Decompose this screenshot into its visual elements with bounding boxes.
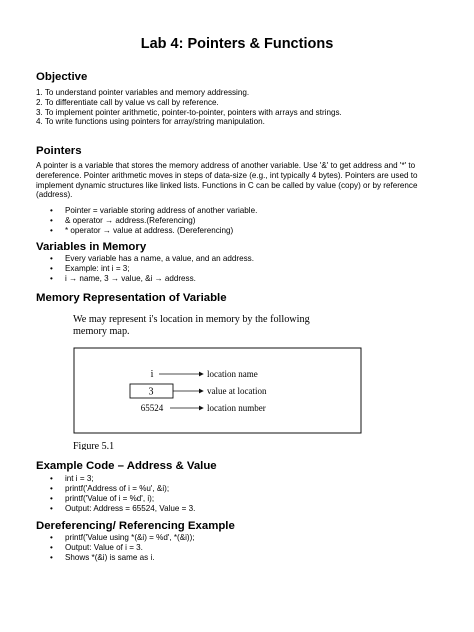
example-bullet-list: [50, 474, 195, 514]
list-item: • Shows *(&i) is same as i.: [50, 553, 195, 563]
figure-caption: Figure 5.1: [73, 441, 115, 450]
list-item: • & operator → address.(Referencing): [50, 216, 257, 226]
location-number-label: location number: [207, 403, 266, 413]
objective-item: 2. To differentiate call by value vs call by reference.: [36, 98, 219, 107]
variables-bullet-list: [50, 254, 254, 284]
deref-heading: Dereferencing/ Referencing Example: [36, 520, 235, 532]
list-item: • printf('Value using *(&i) = %d', *(&i));: [50, 533, 195, 543]
objective-item: 3. To implement pointer arithmetic, pointer-to-pointer, pointers with arrays and strings.: [36, 108, 342, 117]
variable-value: 3: [148, 386, 154, 398]
list-item: • Output: Address = 65524, Value = 3.: [50, 504, 195, 514]
memrep-heading: Memory Representation of Variable: [36, 292, 227, 304]
objective-item: 1. To understand pointer variables and memory addressing.: [36, 88, 250, 97]
example-heading: Example Code – Address & Value: [36, 460, 217, 472]
memory-map-figure: [70, 310, 370, 450]
pointers-paragraph-line: (address).: [36, 190, 73, 199]
list-item: • printf('Address of i = %u', &i);: [50, 484, 195, 494]
pointers-bullet-list: [50, 206, 257, 236]
variables-heading: Variables in Memory: [36, 241, 147, 253]
variable-name: i: [150, 369, 154, 380]
pointers-paragraph-line: implement dynamic structures like linked lists. Functions in C can be called by value (copy) or by reference: [36, 181, 418, 190]
list-item: • printf('Value of i = %d', i);: [50, 494, 195, 504]
figure-intro-line: We may represent i's location in memory by the following: [73, 314, 310, 325]
memory-map-diagram: [70, 310, 370, 450]
figure-intro-line: memory map.: [73, 326, 130, 337]
pointers-heading: Pointers: [36, 145, 82, 157]
list-item: • Every variable has a name, a value, and an address.: [50, 254, 254, 264]
list-item: • * operator → value at address. (Dereferencing): [50, 226, 257, 236]
list-item: • int i = 3;: [50, 474, 195, 484]
page-title: Lab 4: Pointers & Functions: [140, 36, 334, 52]
deref-bullet-list: [50, 533, 195, 563]
list-item: • Output: Value of i = 3.: [50, 543, 195, 553]
variable-address: 65524: [140, 403, 164, 413]
list-item: • Pointer = variable storing address of another variable.: [50, 206, 257, 216]
value-at-location-label: value at location: [207, 386, 267, 396]
pointers-paragraph-line: dereference. Pointer arithmetic moves in steps of data-size (e.g., int typically 4 bytes). Pointers are used to: [36, 171, 418, 180]
pointers-paragraph-line: A pointer is a variable that stores the memory address of another variable. Use '&' to get address and '*' to: [36, 161, 416, 170]
objective-heading: Objective: [36, 71, 88, 83]
location-name-label: location name: [207, 369, 258, 379]
list-item: • Example: int i = 3;: [50, 264, 254, 274]
list-item: • i → name, 3 → value, &i → address.: [50, 274, 254, 284]
objective-item: 4. To write functions using pointers for array/string manipulation.: [36, 117, 265, 126]
